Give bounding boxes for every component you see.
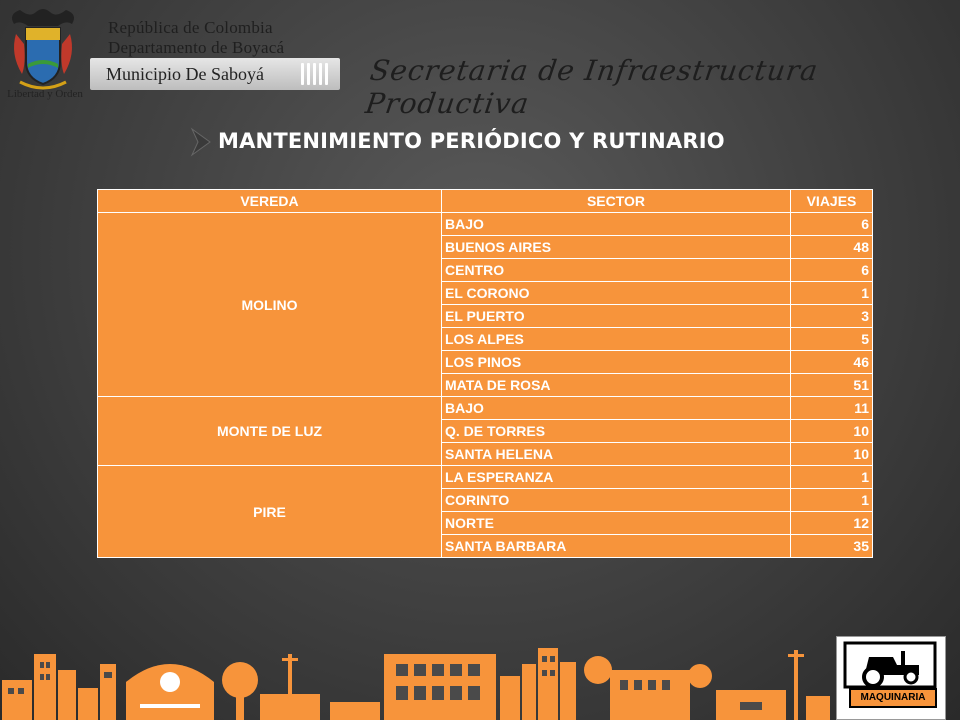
- arrow-bullet-icon: [190, 127, 214, 157]
- viajes-cell: 1: [791, 466, 873, 489]
- column-header-sector: SECTOR: [442, 190, 791, 213]
- municipality-banner: [90, 58, 340, 90]
- sector-cell: EL CORONO: [442, 282, 791, 305]
- viajes-cell: 6: [791, 213, 873, 236]
- sector-cell: BAJO: [442, 397, 791, 420]
- viajes-cell: 1: [791, 489, 873, 512]
- tractor-icon: [837, 637, 945, 691]
- viajes-cell: 11: [791, 397, 873, 420]
- sector-cell: NORTE: [442, 512, 791, 535]
- table-row: [98, 466, 873, 489]
- sector-cell: CENTRO: [442, 259, 791, 282]
- sector-cell: EL PUERTO: [442, 305, 791, 328]
- maquinaria-logo: [836, 636, 946, 720]
- viajes-cell: 48: [791, 236, 873, 259]
- viajes-cell: 35: [791, 535, 873, 558]
- viajes-cell: 6: [791, 259, 873, 282]
- sector-cell: SANTA HELENA: [442, 443, 791, 466]
- sector-cell: Q. DE TORRES: [442, 420, 791, 443]
- viajes-cell: 10: [791, 420, 873, 443]
- bars-decoration: [301, 63, 328, 85]
- sector-cell: LA ESPERANZA: [442, 466, 791, 489]
- secretaria-title: Secretaria de Infraestructura Productiva: [363, 54, 821, 120]
- maquinaria-label: MAQUINARIA: [849, 688, 937, 708]
- table-header-row: [98, 190, 873, 213]
- sector-cell: LOS PINOS: [442, 351, 791, 374]
- department-name: Departamento de Boyacá: [108, 38, 285, 57]
- viajes-cell: 46: [791, 351, 873, 374]
- table-row: [98, 397, 873, 420]
- viajes-cell: 1: [791, 282, 873, 305]
- data-table: [97, 189, 873, 558]
- column-header-viajes: VIAJES: [791, 190, 873, 213]
- vereda-cell: MOLINO: [98, 213, 442, 397]
- sector-cell: BUENOS AIRES: [442, 236, 791, 259]
- page-title: MANTENIMIENTO PERIÓDICO Y RUTINARIO: [218, 129, 725, 153]
- viajes-cell: 51: [791, 374, 873, 397]
- viajes-cell: 5: [791, 328, 873, 351]
- viajes-cell: 3: [791, 305, 873, 328]
- table-row: [98, 213, 873, 236]
- sector-cell: MATA DE ROSA: [442, 374, 791, 397]
- viajes-cell: 10: [791, 443, 873, 466]
- sector-cell: CORINTO: [442, 489, 791, 512]
- sector-cell: SANTA BARBARA: [442, 535, 791, 558]
- crest-motto: Libertad y Orden: [7, 88, 83, 100]
- country-name: República de Colombia: [108, 18, 273, 37]
- viajes-cell: 12: [791, 512, 873, 535]
- header: [0, 0, 960, 120]
- town-skyline-illustration: [0, 640, 830, 720]
- vereda-cell: PIRE: [98, 466, 442, 558]
- municipality-name: Municipio De Saboyá: [106, 63, 264, 84]
- sector-cell: BAJO: [442, 213, 791, 236]
- sector-cell: LOS ALPES: [442, 328, 791, 351]
- column-header-vereda: VEREDA: [98, 190, 442, 213]
- vereda-cell: MONTE DE LUZ: [98, 397, 442, 466]
